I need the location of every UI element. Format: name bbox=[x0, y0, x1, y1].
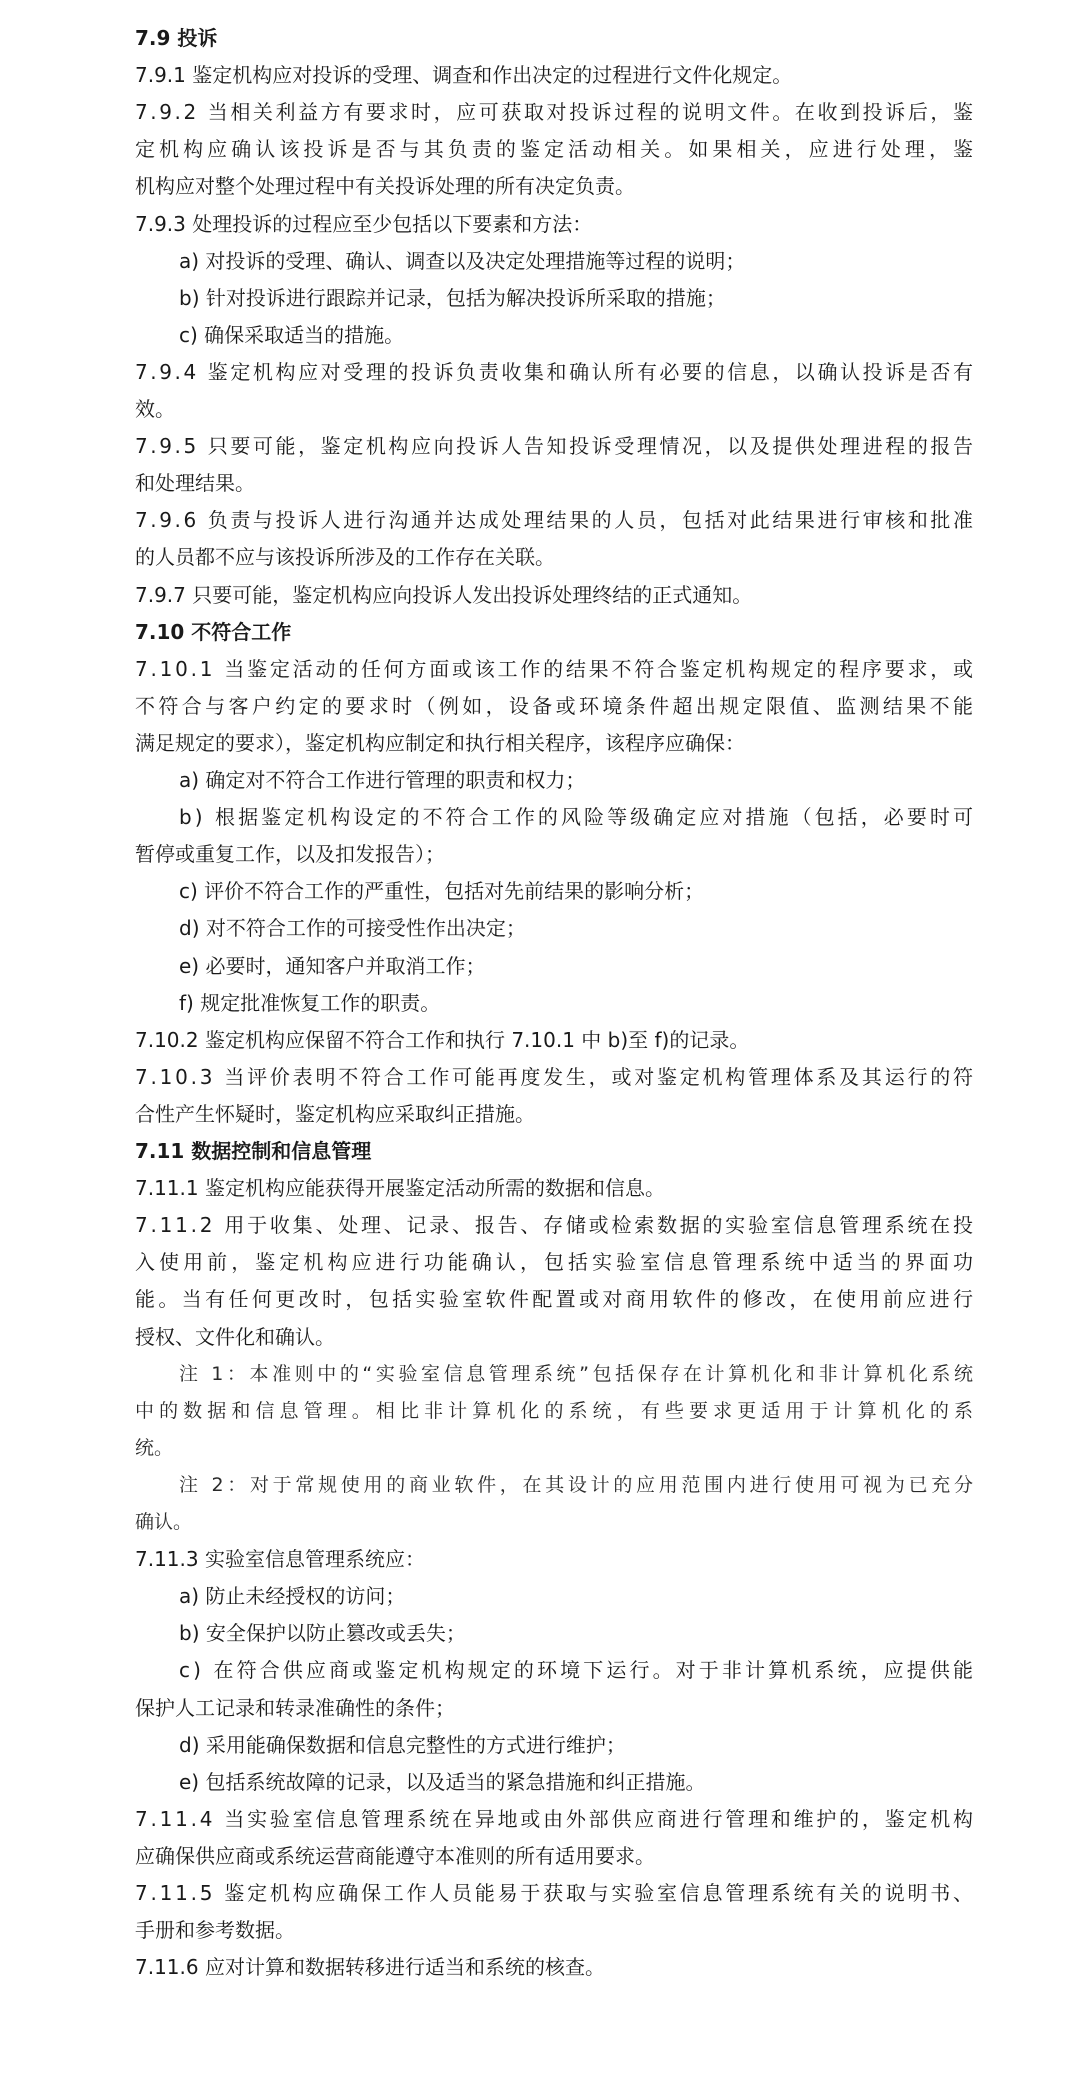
text-line bbox=[0, 985, 1086, 1022]
line-text: 7.11.6 应对计算和数据转移进行适当和系统的核查。 bbox=[135, 1955, 605, 1980]
line-text: 注 2：对于常规使用的商业软件，在其设计的应用范围内进行使用可视为已充分 bbox=[179, 1473, 977, 1496]
text-line bbox=[0, 1615, 1086, 1652]
text-line bbox=[0, 1912, 1086, 1949]
line-text: 7.9.2 当相关利益方有要求时，应可获取对投诉过程的说明文件。在收到投诉后，鉴 bbox=[135, 100, 976, 125]
text-line bbox=[0, 206, 1086, 243]
line-text: 统。 bbox=[135, 1436, 174, 1459]
line-text: 能。当有任何更改时，包括实验室软件配置或对商用软件的修改，在使用前应进行 bbox=[135, 1287, 977, 1312]
line-text: 暂停或重复工作，以及扣发报告）； bbox=[135, 842, 445, 867]
line-text: a) 确定对不符合工作进行管理的职责和权力； bbox=[179, 768, 586, 792]
line-text: 7.10.1 当鉴定活动的任何方面或该工作的结果不符合鉴定机构规定的程序要求，或 bbox=[135, 656, 976, 681]
note-line bbox=[0, 1393, 1086, 1430]
line-text: 应确保供应商或系统运营商能遵守本准则的所有适用要求。 bbox=[135, 1843, 655, 1868]
text-line bbox=[0, 1207, 1086, 1244]
text-line bbox=[0, 465, 1086, 502]
text-line bbox=[0, 243, 1086, 280]
text-line bbox=[0, 539, 1086, 576]
line-text: a) 对投诉的受理、确认、调查以及决定处理措施等过程的说明； bbox=[179, 248, 746, 273]
line-text: 7.9.7 只要可能，鉴定机构应向投诉人发出投诉处理终结的正式通知。 bbox=[135, 582, 753, 607]
text-line bbox=[0, 1170, 1086, 1207]
text-line bbox=[0, 1949, 1086, 1986]
line-text: 不符合与客户约定的要求时（例如，设备或环境条件超出规定限值、监测结果不能 bbox=[135, 693, 977, 718]
line-text: b) 安全保护以防止篡改或丢失； bbox=[179, 1621, 466, 1646]
line-text: 7.11.4 当实验室信息管理系统在异地或由外部供应商进行管理和维护的，鉴定机构 bbox=[135, 1806, 976, 1831]
text-line bbox=[0, 1690, 1086, 1727]
text-line bbox=[0, 1319, 1086, 1356]
line-text: 7.9.4 鉴定机构应对受理的投诉负责收集和确认所有必要的信息，以确认投诉是否有 bbox=[135, 359, 976, 384]
text-line bbox=[0, 836, 1086, 873]
line-text: 7.11.3 实验室信息管理系统应： bbox=[135, 1547, 425, 1572]
line-text: 中的数据和信息管理。相比非计算机化的系统，有些要求更适用于计算机化的系 bbox=[135, 1399, 979, 1422]
text-line bbox=[0, 428, 1086, 465]
line-text: b) 针对投诉进行跟踪并记录，包括为解决投诉所采取的措施； bbox=[179, 285, 726, 310]
text-line bbox=[0, 799, 1086, 836]
text-line bbox=[0, 873, 1086, 910]
text-line bbox=[0, 1059, 1086, 1096]
line-text: e) 包括系统故障的记录，以及适当的紧急措施和纠正措施。 bbox=[179, 1769, 706, 1794]
text-line bbox=[0, 910, 1086, 947]
text-line bbox=[0, 1244, 1086, 1281]
line-text: 7.9 投诉 bbox=[135, 26, 218, 50]
text-line bbox=[0, 1801, 1086, 1838]
line-text: 7.11.2 用于收集、处理、记录、报告、存储或检索数据的实验室信息管理系统在投 bbox=[135, 1213, 976, 1238]
text-line bbox=[0, 1764, 1086, 1801]
text-line bbox=[0, 502, 1086, 539]
line-text: d) 对不符合工作的可接受性作出决定； bbox=[179, 916, 526, 941]
line-text: c) 确保采取适当的措施。 bbox=[179, 322, 405, 347]
line-text: e) 必要时，通知客户并取消工作； bbox=[179, 953, 486, 978]
text-line bbox=[0, 131, 1086, 168]
text-line bbox=[0, 280, 1086, 317]
line-text: 7.10 不符合工作 bbox=[135, 619, 292, 644]
text-line bbox=[0, 1727, 1086, 1764]
line-text: b) 根据鉴定机构设定的不符合工作的风险等级确定应对措施（包括，必要时可 bbox=[179, 805, 977, 830]
section-heading bbox=[0, 1133, 1086, 1170]
line-text: d) 采用能确保数据和信息完整性的方式进行维护； bbox=[179, 1732, 626, 1757]
line-text: 的人员都不应与该投诉所涉及的工作存在关联。 bbox=[135, 545, 555, 570]
line-text: 7.11 数据控制和信息管理 bbox=[135, 1139, 372, 1163]
line-text: 授权、文件化和确认。 bbox=[135, 1324, 335, 1349]
section-heading bbox=[0, 614, 1086, 651]
line-text: c) 在符合供应商或鉴定机构规定的环境下运行。对于非计算机系统，应提供能 bbox=[179, 1658, 977, 1683]
text-line bbox=[0, 391, 1086, 428]
text-line bbox=[0, 1541, 1086, 1578]
line-text: 和处理结果。 bbox=[135, 471, 255, 496]
note-line bbox=[0, 1467, 1086, 1504]
text-line bbox=[0, 1096, 1086, 1133]
text-line bbox=[0, 354, 1086, 391]
text-line bbox=[0, 1838, 1086, 1875]
text-line bbox=[0, 762, 1086, 799]
text-line bbox=[0, 651, 1086, 688]
text-line bbox=[0, 577, 1086, 614]
line-text: c) 评价不符合工作的严重性，包括对先前结果的影响分析； bbox=[179, 879, 705, 904]
line-text: 定机构应确认该投诉是否与其负责的鉴定活动相关。如果相关，应进行处理，鉴 bbox=[135, 137, 978, 162]
line-text: 注 1：本准则中的“实验室信息管理系统”包括保存在计算机化和非计算机化系统 bbox=[179, 1362, 977, 1385]
text-line bbox=[0, 317, 1086, 354]
line-text: 满足规定的要求），鉴定机构应制定和执行相关程序，该程序应确保： bbox=[135, 730, 745, 755]
line-text: 7.11.5 鉴定机构应确保工作人员能易于获取与实验室信息管理系统有关的说明书、 bbox=[135, 1881, 976, 1905]
line-text: 7.11.1 鉴定机构应能获得开展鉴定活动所需的数据和信息。 bbox=[135, 1176, 665, 1201]
line-text: 机构应对整个处理过程中有关投诉处理的所有决定负责。 bbox=[135, 174, 635, 199]
text-line bbox=[0, 94, 1086, 131]
section-heading bbox=[0, 20, 1086, 57]
note-line bbox=[0, 1430, 1086, 1467]
text-line bbox=[0, 168, 1086, 205]
text-line bbox=[0, 725, 1086, 762]
text-line bbox=[0, 57, 1086, 94]
line-text: 7.9.6 负责与投诉人进行沟通并达成处理结果的人员，包括对此结果进行审核和批准 bbox=[135, 508, 976, 533]
text-line bbox=[0, 948, 1086, 985]
note-line bbox=[0, 1356, 1086, 1393]
text-line bbox=[0, 1022, 1086, 1059]
text-line bbox=[0, 688, 1086, 725]
text-line bbox=[0, 1875, 1086, 1912]
line-text: f) 规定批准恢复工作的职责。 bbox=[179, 990, 441, 1015]
line-text: 保护人工记录和转录准确性的条件； bbox=[135, 1695, 455, 1720]
line-text: 7.10.2 鉴定机构应保留不符合工作和执行 7.10.1 中 b)至 f)的记录。 bbox=[135, 1027, 750, 1052]
line-text: 手册和参考数据。 bbox=[135, 1918, 295, 1943]
text-line bbox=[0, 1652, 1086, 1689]
text-line bbox=[0, 1281, 1086, 1318]
line-text: 确认。 bbox=[135, 1511, 193, 1533]
line-text: 效。 bbox=[135, 397, 175, 421]
line-text: 7.9.1 鉴定机构应对投诉的受理、调查和作出决定的过程进行文件化规定。 bbox=[135, 63, 793, 88]
line-text: 入使用前，鉴定机构应进行功能确认，包括实验室信息管理系统中适当的界面功 bbox=[135, 1250, 978, 1275]
text-line bbox=[0, 1578, 1086, 1615]
line-text: a) 防止未经授权的访问； bbox=[179, 1584, 406, 1609]
line-text: 7.10.3 当评价表明不符合工作可能再度发生，或对鉴定机构管理体系及其运行的符 bbox=[135, 1064, 976, 1089]
note-line bbox=[0, 1504, 1086, 1541]
line-text: 7.9.5 只要可能，鉴定机构应向投诉人告知投诉受理情况，以及提供处理进程的报告 bbox=[135, 434, 976, 459]
line-text: 7.9.3 处理投诉的过程应至少包括以下要素和方法： bbox=[135, 211, 593, 236]
line-text: 合性产生怀疑时，鉴定机构应采取纠正措施。 bbox=[135, 1101, 535, 1126]
